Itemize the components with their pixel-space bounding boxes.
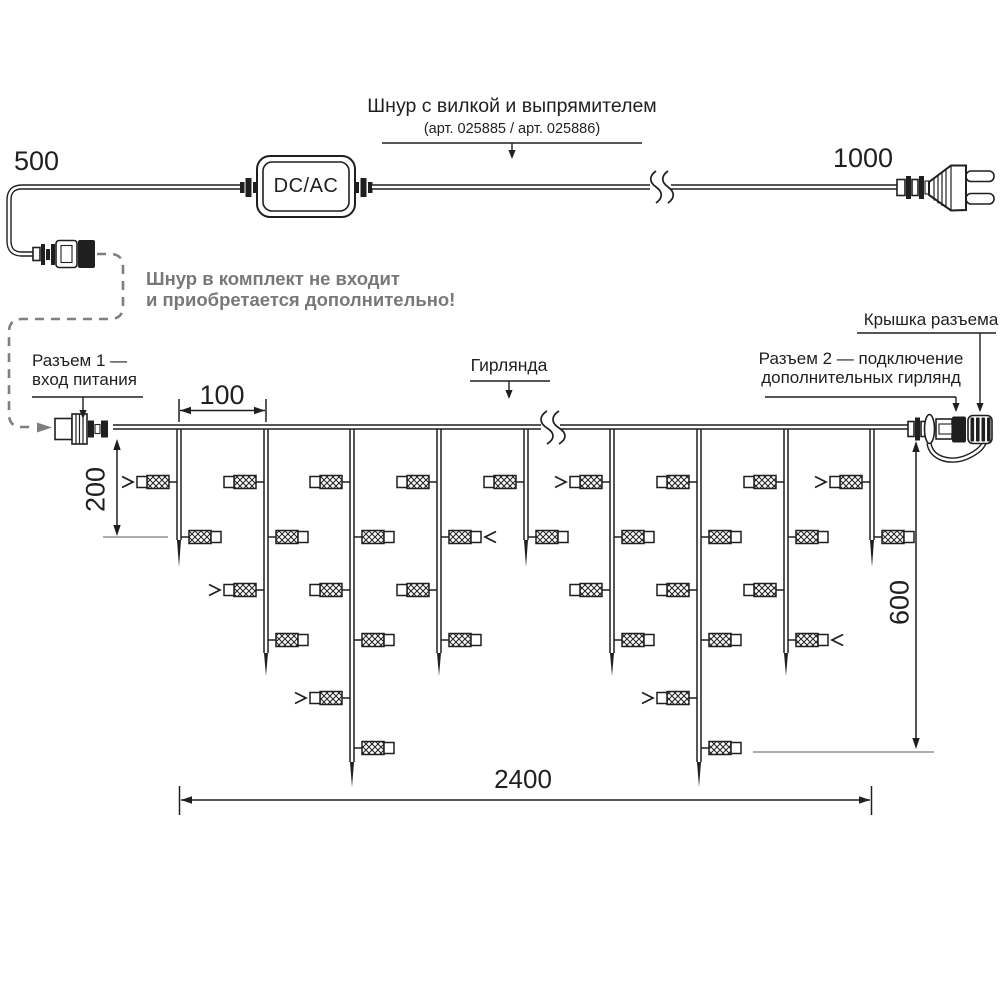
garland-drop: [397, 429, 496, 676]
led-lamp: [744, 476, 784, 489]
not-included-note: [146, 268, 455, 310]
led-lamp: [555, 476, 610, 489]
led-lamp: [701, 634, 741, 647]
garland-drop: [122, 429, 221, 567]
led-lamp: [354, 742, 394, 755]
converter-label: DC/AC: [273, 175, 339, 197]
connector2-callout: [731, 349, 991, 387]
garland-drop: [209, 429, 308, 676]
cord-break-icon: [651, 171, 662, 203]
drop-tip: [870, 540, 874, 567]
dim-200-label: 200: [80, 466, 111, 513]
cord-callout-articles: (арт. 025885 / арт. 025886): [423, 121, 601, 137]
flash-lamp-mark-icon: [642, 693, 653, 704]
cord-end-connector: [33, 240, 95, 268]
led-lamp: [268, 531, 308, 544]
dim-1000-label: 1000: [833, 143, 894, 173]
garland-input-connector: [55, 414, 108, 444]
garland-drop: [295, 429, 394, 787]
led-lamp: [354, 531, 394, 544]
power-cord-500: [9, 187, 240, 254]
led-lamp: [570, 584, 610, 597]
led-lamp: [528, 531, 568, 544]
led-lamp: [181, 531, 221, 544]
led-lamp: [657, 476, 697, 489]
led-lamp: [295, 692, 350, 705]
flash-lamp-mark-icon: [295, 693, 306, 704]
callout-cord-pointer: [382, 143, 642, 159]
flash-lamp-mark-icon: [485, 532, 496, 543]
connector-cap: [968, 416, 992, 444]
led-lamp: [397, 584, 437, 597]
led-lamp: [815, 476, 870, 489]
dim-100-label: 100: [199, 380, 245, 410]
garland-output-connector: [908, 415, 992, 461]
connector1-line1: Разъем 1 —: [32, 351, 128, 370]
led-lamp: [122, 476, 177, 489]
led-lamp: [657, 584, 697, 597]
led-lamp: [441, 531, 496, 544]
cord-callout-title: Шнур с вилкой и выпрямителем: [367, 95, 657, 117]
garland-drop: [815, 429, 914, 567]
plug-prong: [966, 194, 994, 205]
led-lamp: [209, 584, 264, 597]
connector1-callout: [32, 351, 137, 389]
garland-drops: [122, 429, 914, 787]
flash-lamp-mark-icon: [209, 585, 220, 596]
led-lamp: [788, 531, 828, 544]
callout-connector2-pointer: [765, 397, 960, 412]
power-plug: [897, 166, 994, 211]
garland-drop: [484, 429, 568, 567]
garland-drop: [555, 429, 654, 676]
dim-500-label: 500: [14, 146, 60, 176]
power-cord-1000: [372, 171, 897, 203]
drop-tip: [177, 540, 181, 567]
wire-break-icon: [541, 411, 553, 444]
led-lamp: [642, 692, 697, 705]
led-lamp: [224, 476, 264, 489]
flash-lamp-mark-icon: [122, 477, 133, 488]
led-lamp: [874, 531, 914, 544]
drop-tip: [350, 762, 354, 787]
led-lamp: [441, 634, 481, 647]
note-line1: Шнур в комплект не входит: [146, 268, 400, 289]
flash-lamp-mark-icon: [832, 635, 843, 646]
led-lamp: [701, 531, 741, 544]
connector2-line1: Разъем 2 — подключение: [758, 349, 964, 368]
note-line2: и приобретается дополнительно!: [146, 289, 456, 310]
connector2-line2: дополнительных гирлянд: [761, 368, 961, 387]
flash-lamp-mark-icon: [555, 477, 566, 488]
connector1-line2: вход питания: [32, 370, 137, 389]
dim-2400-label: 2400: [494, 764, 552, 794]
dim-600-label: 600: [884, 579, 915, 626]
not-included-dashed-path: [9, 254, 123, 433]
garland-callout: Гирлянда: [470, 355, 548, 375]
led-lamp: [614, 531, 654, 544]
drop-tip: [524, 540, 528, 567]
callout-garland-pointer: [470, 381, 550, 399]
led-lamp: [744, 584, 784, 597]
drop-tip: [610, 653, 614, 676]
flash-lamp-mark-icon: [815, 477, 826, 488]
led-lamp: [788, 634, 843, 647]
gray-arrow-icon: [37, 423, 52, 433]
led-lamp: [397, 476, 437, 489]
drop-tip: [784, 653, 788, 676]
cap-callout: Крышка разъема: [863, 310, 999, 329]
drop-tip: [437, 653, 441, 676]
led-lamp: [310, 584, 350, 597]
led-lamp: [484, 476, 524, 489]
plug-prong: [966, 171, 994, 182]
led-lamp: [310, 476, 350, 489]
led-lamp: [354, 634, 394, 647]
garland-drop: [744, 429, 843, 676]
drop-tip: [697, 762, 701, 787]
garland-drop: [642, 429, 741, 787]
led-lamp: [614, 634, 654, 647]
led-lamp: [268, 634, 308, 647]
led-lamp: [701, 742, 741, 755]
drop-tip: [264, 653, 268, 676]
